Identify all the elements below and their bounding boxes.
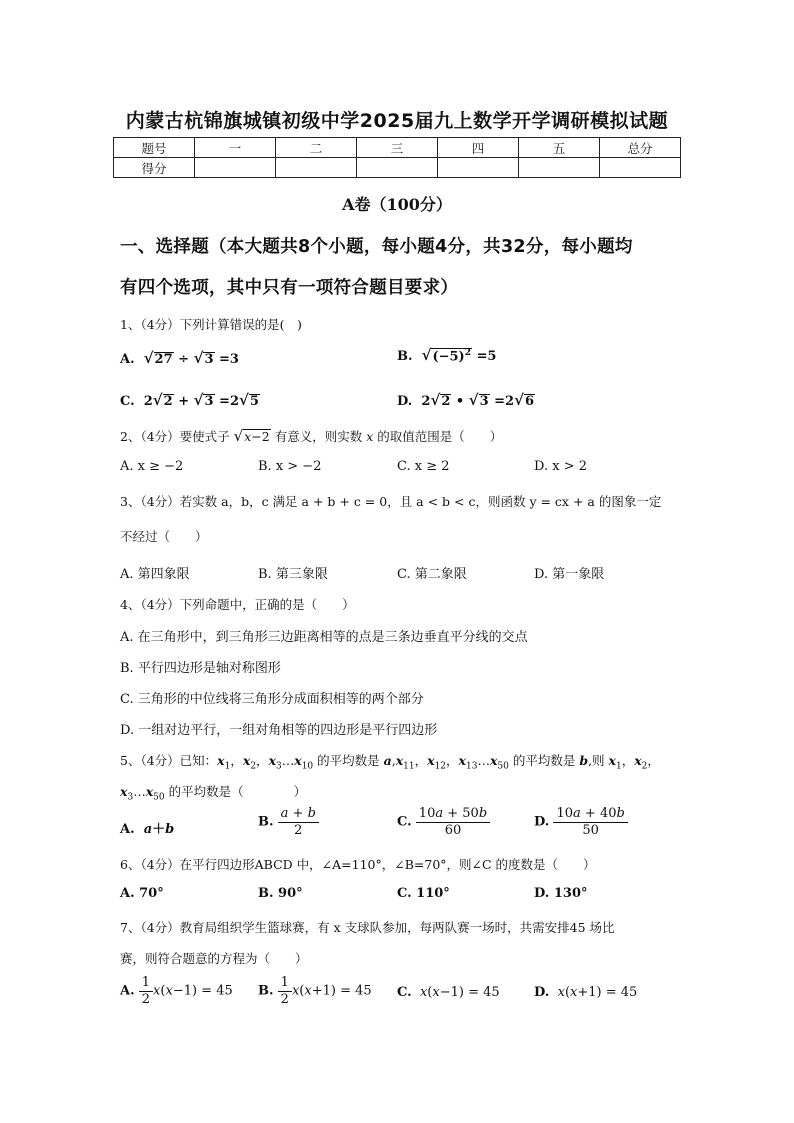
- score-cell[interactable]: [519, 158, 600, 178]
- score-table-header-row: [114, 138, 681, 158]
- q5-prefix: 5、（4分）已知：: [120, 753, 218, 768]
- q1-option-b: [397, 346, 496, 364]
- score-cell[interactable]: [195, 158, 276, 178]
- q7-line2: 赛，则符合题意的方程为（ ）: [120, 951, 308, 966]
- q7-option-c-label: C.: [397, 985, 412, 1000]
- part1-heading-line2: 有四个选项，其中只有一项符合题目要求）: [120, 278, 459, 298]
- q4-stem: 4、（4分）下列命题中，正确的是（ ）: [120, 597, 355, 612]
- q3-option-b: B. 第三象限: [258, 567, 328, 582]
- score-header-cell: 五: [519, 138, 600, 158]
- score-cell[interactable]: [357, 158, 438, 178]
- q1-option-d: [397, 391, 535, 409]
- q3-line2: 不经过（ ）: [120, 529, 208, 544]
- score-cell[interactable]: [600, 158, 681, 178]
- q2-option-b: B. x > −2: [258, 459, 322, 474]
- q7-option-a-fraction: $\frac{1}{2}$: [139, 975, 153, 1007]
- q2-stem-pre: 2、（4分）要使式子: [120, 429, 230, 444]
- q6-option-b: B. 90°: [258, 886, 303, 901]
- q1-option-d-label: D.: [397, 394, 413, 409]
- score-header-cell: 题号: [114, 138, 195, 158]
- score-row-label: 得分: [114, 158, 195, 178]
- q5-option-a: [120, 818, 174, 837]
- q7-option-c: [397, 985, 500, 1000]
- q1-option-a-label: A.: [120, 352, 135, 367]
- q5-option-a-label: A.: [120, 822, 135, 837]
- q4-option-d: D. 一组对边平行，一组对角相等的四边形是平行四边形: [120, 723, 438, 738]
- q7-option-a: [120, 975, 233, 1007]
- q7-option-d: [534, 985, 637, 1000]
- q2-stem-post: 有意义，则实数: [274, 429, 363, 444]
- q2-expression: √x−2: [233, 427, 270, 445]
- q1-option-a-expr: √27 ÷ √3 =3: [143, 349, 239, 367]
- q4-option-c: C. 三角形的中位线将三角形分成面积相等的两个部分: [120, 692, 424, 707]
- q1-option-c-expr: 2√2 + √3 =2√5: [139, 391, 259, 409]
- q5-option-a-expr: a＋b: [143, 822, 175, 837]
- score-header-cell: 总分: [600, 138, 681, 158]
- q1-option-c: [120, 391, 260, 409]
- q7-option-b-label: B.: [258, 983, 274, 999]
- q1-option-b-label: B.: [397, 349, 413, 364]
- q5-option-c-fraction: $\frac{10a + 50b}{60}$: [416, 806, 490, 838]
- q5-option-c-label: C.: [397, 814, 412, 830]
- q7-option-a-label: A.: [120, 983, 135, 999]
- q7-option-b-expr: x(x+1) = 45: [291, 983, 372, 999]
- q2-option-a: A. x ≥ −2: [120, 459, 184, 474]
- q7-option-b-fraction: $\frac{1}{2}$: [278, 975, 292, 1007]
- q1-option-d-expr: 2√2 • √3 =2√6: [416, 391, 535, 409]
- q5-option-c: [397, 806, 490, 838]
- q5-option-b-label: B.: [258, 814, 274, 830]
- score-cell[interactable]: [438, 158, 519, 178]
- q4-option-b: B. 平行四边形是轴对称图形: [120, 661, 281, 676]
- q5-option-d-label: D.: [534, 814, 550, 830]
- score-header-cell: 三: [357, 138, 438, 158]
- q2-option-c: C. x ≥ 2: [397, 459, 450, 474]
- q2-stem-end: 的取值范围是（ ）: [377, 429, 503, 444]
- q7-option-c-expr: x(x−1) = 45: [419, 985, 500, 1000]
- exam-title: 内蒙古杭锦旗城镇初级中学2025届九上数学开学调研模拟试题: [125, 110, 669, 132]
- q1-stem: 1、（4分）下列计算错误的是( ): [120, 317, 302, 332]
- q6-option-d: D. 130°: [534, 886, 588, 901]
- q5-option-b-fraction: $\frac{a + b}{2}$: [278, 806, 319, 838]
- q3-line1: 3、（4分）若实数 a，b，c 满足 a + b + c = 0，且 a < b < c，则函数 y = cx + a 的图象一定: [120, 494, 662, 509]
- q2-option-d: D. x > 2: [534, 459, 587, 474]
- q1-option-a: [120, 349, 239, 367]
- q5-option-d: [534, 806, 628, 838]
- q7-option-a-expr: x(x−1) = 45: [153, 983, 233, 999]
- score-header-cell: 一: [195, 138, 276, 158]
- q3-option-a: A. 第四象限: [120, 567, 190, 582]
- score-cell[interactable]: [276, 158, 357, 178]
- q1-option-b-expr: $√(-5)^2 =5$: [421, 346, 497, 364]
- q1-option-c-label: C.: [120, 394, 135, 409]
- score-header-cell: 四: [438, 138, 519, 158]
- q7-option-d-label: D.: [534, 985, 550, 1000]
- score-table: [113, 137, 681, 178]
- q5-option-b: [258, 806, 319, 838]
- q5-option-d-fraction: $\frac{10a + 40b}{50}$: [553, 806, 627, 838]
- q4-option-a: A. 在三角形中，到三角形三边距离相等的点是三条边垂直平分线的交点: [120, 630, 528, 645]
- q5-line1: 5、（4分）已知：$x_1$，$x_2$，$x_3\dots x_{10}$ 的平均数是 $a,x_{11}$，$x_{12}$，$x_{13}\dots x_{50}$ 的平均数是 b,则 $x_1$，$x_2$，: [120, 753, 660, 772]
- q3-option-d: D. 第一象限: [534, 567, 605, 582]
- q6-stem: 6、（4分）在平行四边形ABCD 中，∠A=110°，∠B=70°，则∠C 的度数是（ ）: [120, 857, 596, 872]
- q3-option-c: C. 第二象限: [397, 567, 467, 582]
- section-a-heading: A卷（100分）: [342, 195, 452, 214]
- q2-variable: x: [366, 429, 374, 444]
- q7-line1: 7、（4分）教育局组织学生篮球赛，有 x 支球队参加，每两队赛一场时，共需安排45 场比: [120, 920, 615, 935]
- q7-option-d-expr: x(x+1) = 45: [557, 985, 638, 1000]
- q5-line2: $x_3\dots x_{50}$ 的平均数是（ ）: [120, 784, 307, 803]
- score-header-cell: 二: [276, 138, 357, 158]
- q6-option-c: C. 110°: [397, 886, 450, 901]
- score-table-score-row: [114, 158, 681, 178]
- q2-stem: [120, 427, 502, 445]
- part1-heading-line1: 一、选择题（本大题共8个小题，每小题4分，共32分，每小题均: [120, 237, 633, 257]
- q7-option-b: [258, 975, 372, 1007]
- q6-option-a: A. 70°: [120, 886, 164, 901]
